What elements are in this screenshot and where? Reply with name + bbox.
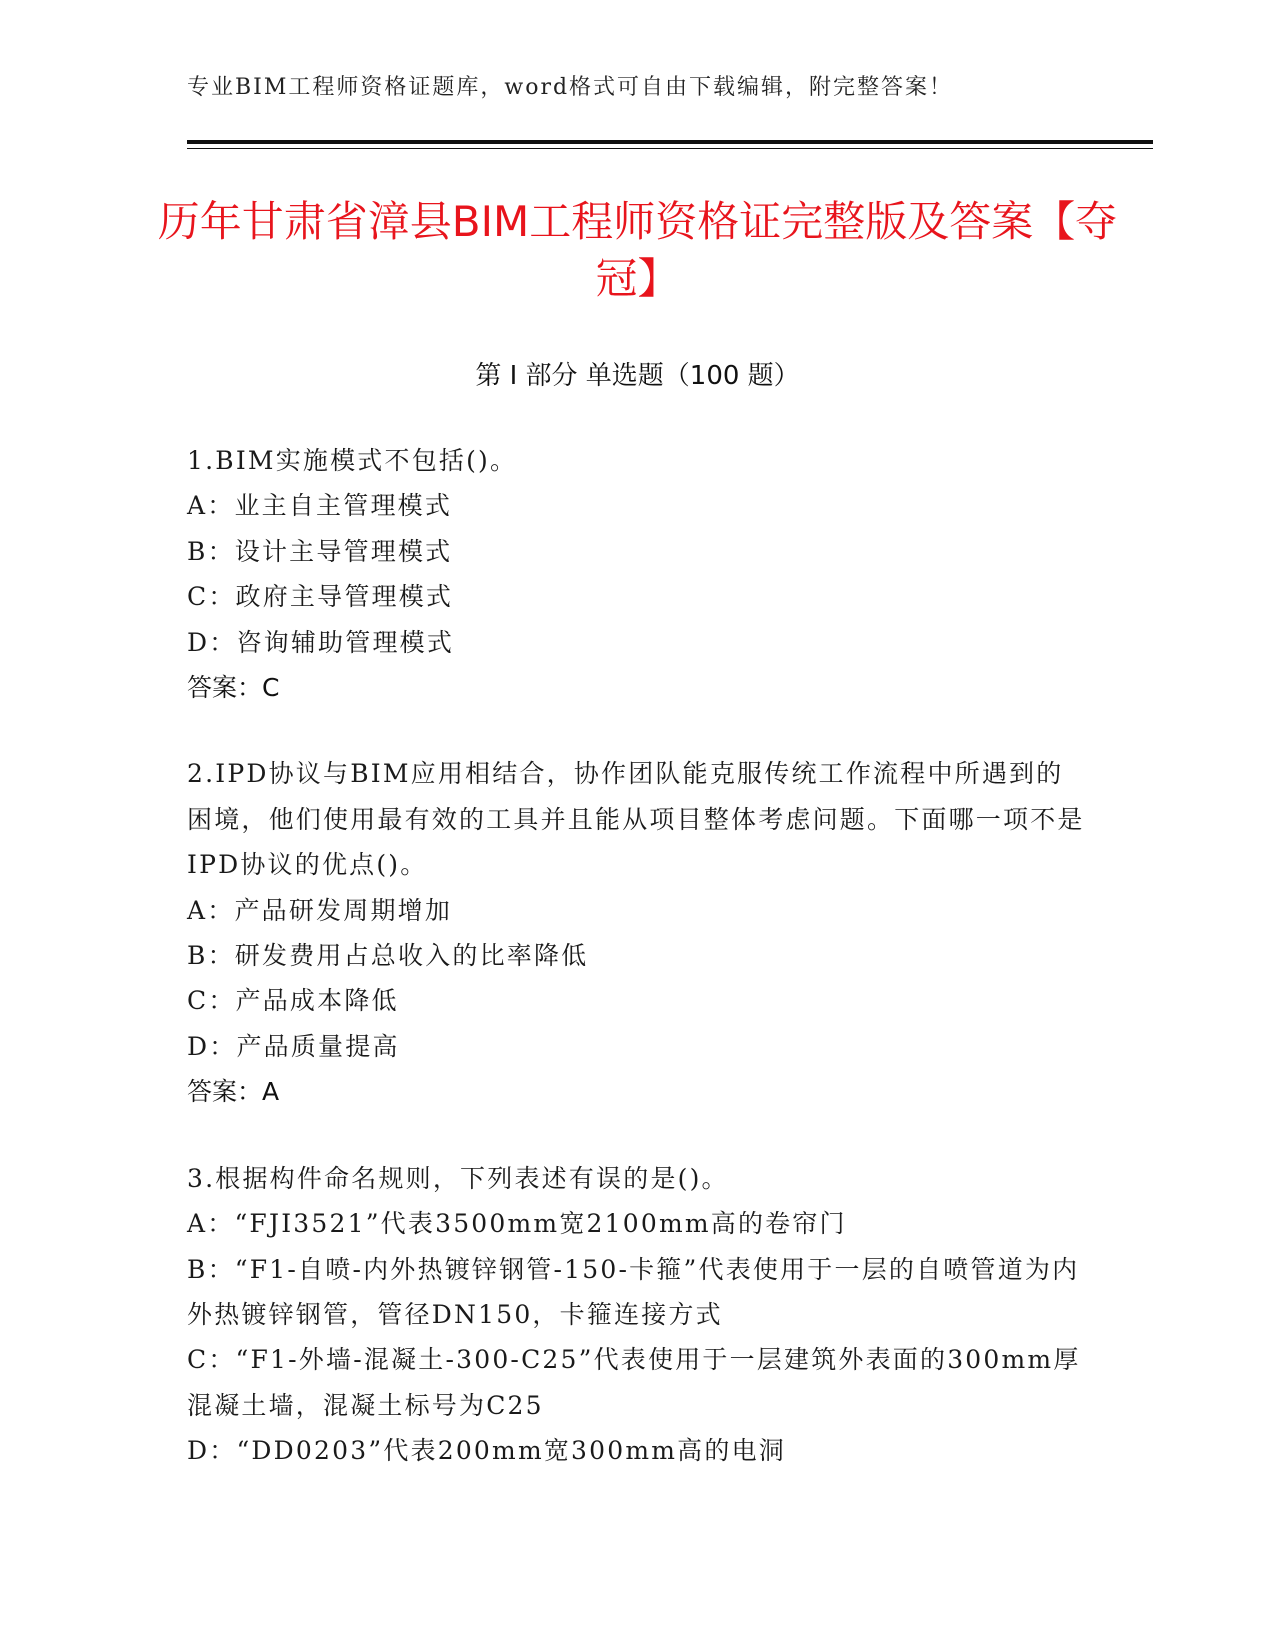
answer-value: A <box>262 1077 280 1107</box>
header-divider-thick <box>187 140 1153 144</box>
answer-label: 答案： <box>187 1077 263 1107</box>
option-a: A：产品研发周期增加 <box>187 895 453 925</box>
option-d: D：“DD0203”代表200mm宽300mm高的电洞 <box>187 1436 786 1466</box>
option-a: A：“FJI3521”代表3500mm宽2100mm高的卷帘门 <box>187 1209 847 1239</box>
section-heading: 第 I 部分 单选题（100 题） <box>475 361 800 391</box>
answer-label: 答案： <box>187 673 263 703</box>
option-c: C：“F1-外墙-混凝土-300-C25”代表使用于一层建筑外表面的300mm厚混凝土墙，混凝土标号为C25 <box>187 1345 1081 1420</box>
option-c: C：政府主导管理模式 <box>187 582 454 612</box>
answer-line <box>187 665 1087 710</box>
option-a: A：业主自主管理模式 <box>187 491 453 521</box>
option-d: D：产品质量提高 <box>187 1031 400 1061</box>
option-d: D：咨询辅助管理模式 <box>187 627 455 657</box>
question-stem: 2.IPD协议与BIM应用相结合，协作团队能克服传统工作流程中所遇到的困境，他们使用最有效的工具并且能从项目整体考虑问题。下面哪一项不是IPD协议的优点()。 <box>187 759 1085 880</box>
question-3 <box>187 1156 1087 1474</box>
question-stem: 3.根据构件命名规则，下列表述有误的是()。 <box>187 1163 729 1193</box>
question-2 <box>187 751 1087 1114</box>
header-divider-thin <box>187 148 1153 149</box>
document-title: 历年甘肃省漳县BIM工程师资格证完整版及答案【夺冠】 <box>157 197 1118 303</box>
question-spacer <box>187 710 1087 751</box>
question-spacer <box>187 1115 1087 1156</box>
question-1 <box>187 438 1087 710</box>
option-c: C：产品成本降低 <box>187 986 399 1016</box>
header-note: 专业BIM工程师资格证题库，word格式可自由下载编辑，附完整答案！ <box>187 75 954 100</box>
option-b: B：设计主导管理模式 <box>187 536 453 566</box>
option-b: B：“F1-自喷-内外热镀锌钢管-150-卡箍”代表使用于一层的自喷管道为内外热镀锌钢管，管径DN150，卡箍连接方式 <box>187 1254 1080 1329</box>
answer-line <box>187 1069 1087 1114</box>
answer-value: C <box>262 673 280 703</box>
question-stem: 1.BIM实施模式不包括()。 <box>187 446 518 475</box>
question-list <box>187 438 1087 1474</box>
option-b: B：研发费用占总收入的比率降低 <box>187 941 589 971</box>
